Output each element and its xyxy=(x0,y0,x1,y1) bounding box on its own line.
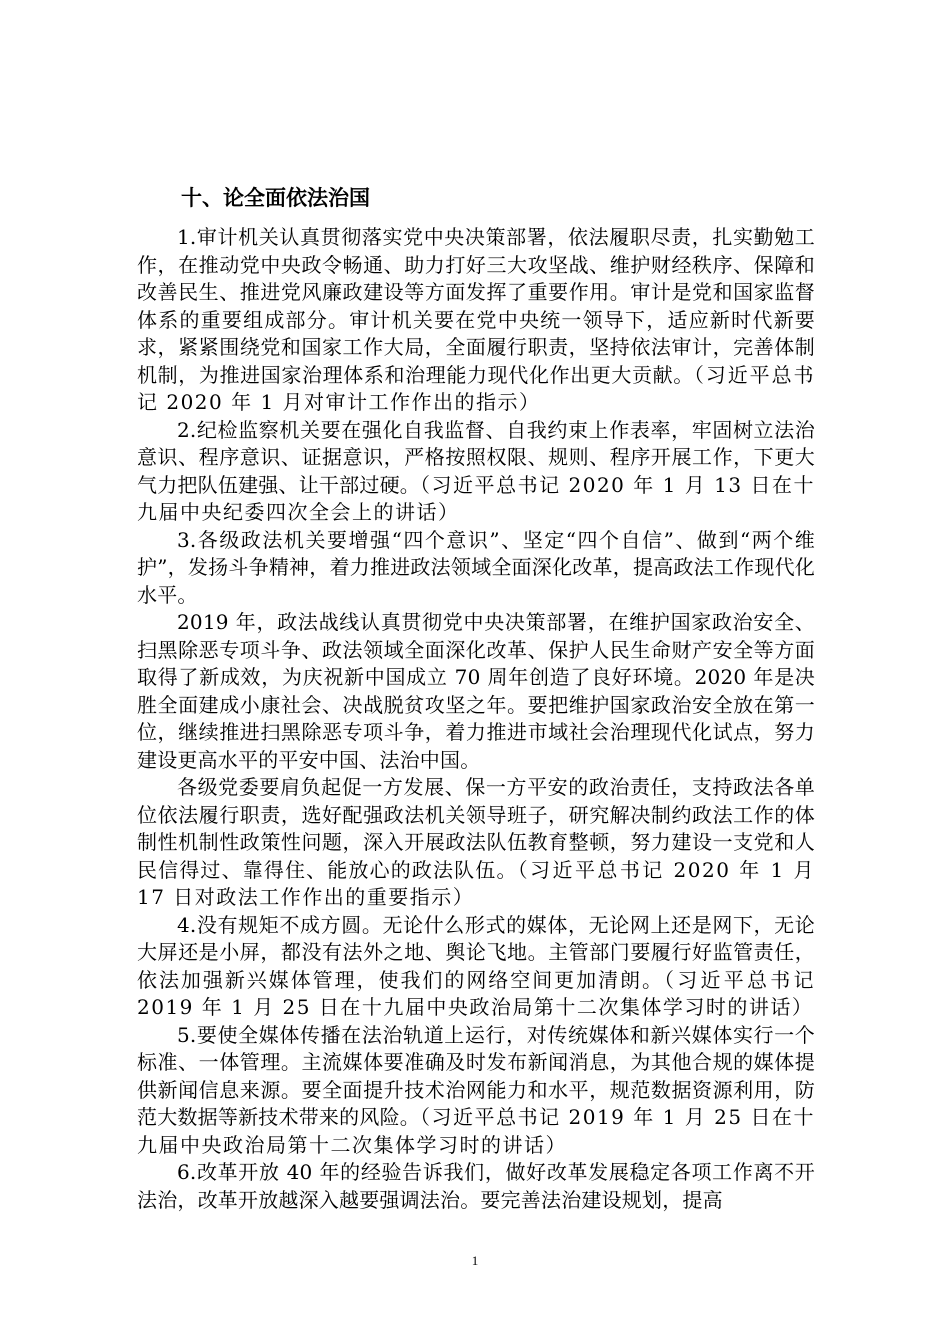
paragraph-5 xyxy=(137,774,815,912)
paragraph-1 xyxy=(137,224,815,417)
paragraph-text: 2019 年，政法战线认真贯彻党中央决策部署，在维护国家政治安全、扫黑除恶专项斗争、政法领域全面深化改革、保护人民生命财产安全等方面取得了新成效，为庆祝新中国成立 70 周年创造了良好环境。2020 年是决胜全面建成小康社会、决战脱贫攻坚之年。要把维护国家政治安全放在第一位，继续推进扫黑除恶专项斗争，着力推进市域社会治理现代化试点，努力建设更高水平的平安中国、法治中国。 xyxy=(137,610,815,772)
paragraph-text: 各级党委要肩负起促一方发展、保一方平安的政治责任，支持政法各单位依法履行职责，选好配强政法机关领导班子，研究解决制约政法工作的体制性机制性政策性问题，深入开展政法队伍教育整顿，努力建设一支党和人民信得过、靠得住、能放心的政法队伍。 xyxy=(137,775,815,882)
paragraph-7 xyxy=(137,1022,815,1160)
citation: （习近平总书记 2019 年 1 月 25 日在十九届中央政治局第十二次集体学习时的讲话） xyxy=(137,1105,815,1157)
paragraph-text: 1.审计机关认真贯彻落实党中央决策部署，依法履职尽责，扎实勤勉工作，在推动党中央政令畅通、助力打好三大攻坚战、维护财经秩序、保障和改善民生、推进党风廉政建设等方面发挥了重要作用。审计是党和国家监督体系的重要组成部分。审计机关要在党中央统一领导下，适应新时代新要求，紧紧围绕党和国家工作大局，全面履行职责，坚持依法审计，完善体制机制，为推进国家治理体系和治理能力现代化作出更大贡献。 xyxy=(137,225,815,387)
paragraph-text: 3.各级政法机关要增强“四个意识”、坚定“四个自信”、做到“两个维护”，发扬斗争精神，着力推进政法领域全面深化改革，提高政法工作现代化水平。 xyxy=(137,527,815,607)
section-heading: 十、论全面依法治国 xyxy=(181,186,370,210)
paragraph-text: 5.要使全媒体传播在法治轨道上运行，对传统媒体和新兴媒体实行一个标准、一体管理。主流媒体要准确及时发布新闻消息，为其他合规的媒体提供新闻信息来源。要全面提升技术治网能力和水平，规范数据资源利用，防范大数据等新技术带来的风险。 xyxy=(137,1022,815,1129)
paragraph-2 xyxy=(137,417,815,527)
paragraph-text: 6.改革开放 40 年的经验告诉我们，做好改革发展稳定各项工作离不开法治，改革开放越深入越要强调法治。要完善法治建设规划，提高 xyxy=(137,1160,815,1212)
document-page xyxy=(137,180,815,1214)
citation: （习近平总书记 2020 年 1 月 13 日在十九届中央纪委四次全会上的讲话） xyxy=(137,472,815,524)
paragraph-4 xyxy=(137,609,815,774)
page-number: 1 xyxy=(471,1253,479,1268)
paragraph-text: 4.没有规矩不成方圆。无论什么形式的媒体，无论网上还是网下，无论大屏还是小屏，都没有法外之地、舆论飞地。主管部门要履行好监管责任，依法加强新兴媒体管理，使我们的网络空间更加清朗。 xyxy=(137,912,815,992)
paragraph-6 xyxy=(137,912,815,1022)
citation: （习近平总书记 2020 年 1 月 17 日对政法工作作出的重要指示） xyxy=(137,857,815,909)
paragraph-3 xyxy=(137,527,815,610)
citation: （习近平总书记 2020 年 1 月对审计工作作出的指示） xyxy=(137,362,815,414)
citation: （习近平总书记 2019 年 1 月 25 日在十九届中央政治局第十二次集体学习时的讲话） xyxy=(137,967,815,1019)
paragraph-text: 2.纪检监察机关要在强化自我监督、自我约束上作表率，牢固树立法治意识、程序意识、证据意识，严格按照权限、规则、程序开展工作，下更大气力把队伍建强、让干部过硬。 xyxy=(137,417,815,497)
paragraph-8 xyxy=(137,1159,815,1214)
